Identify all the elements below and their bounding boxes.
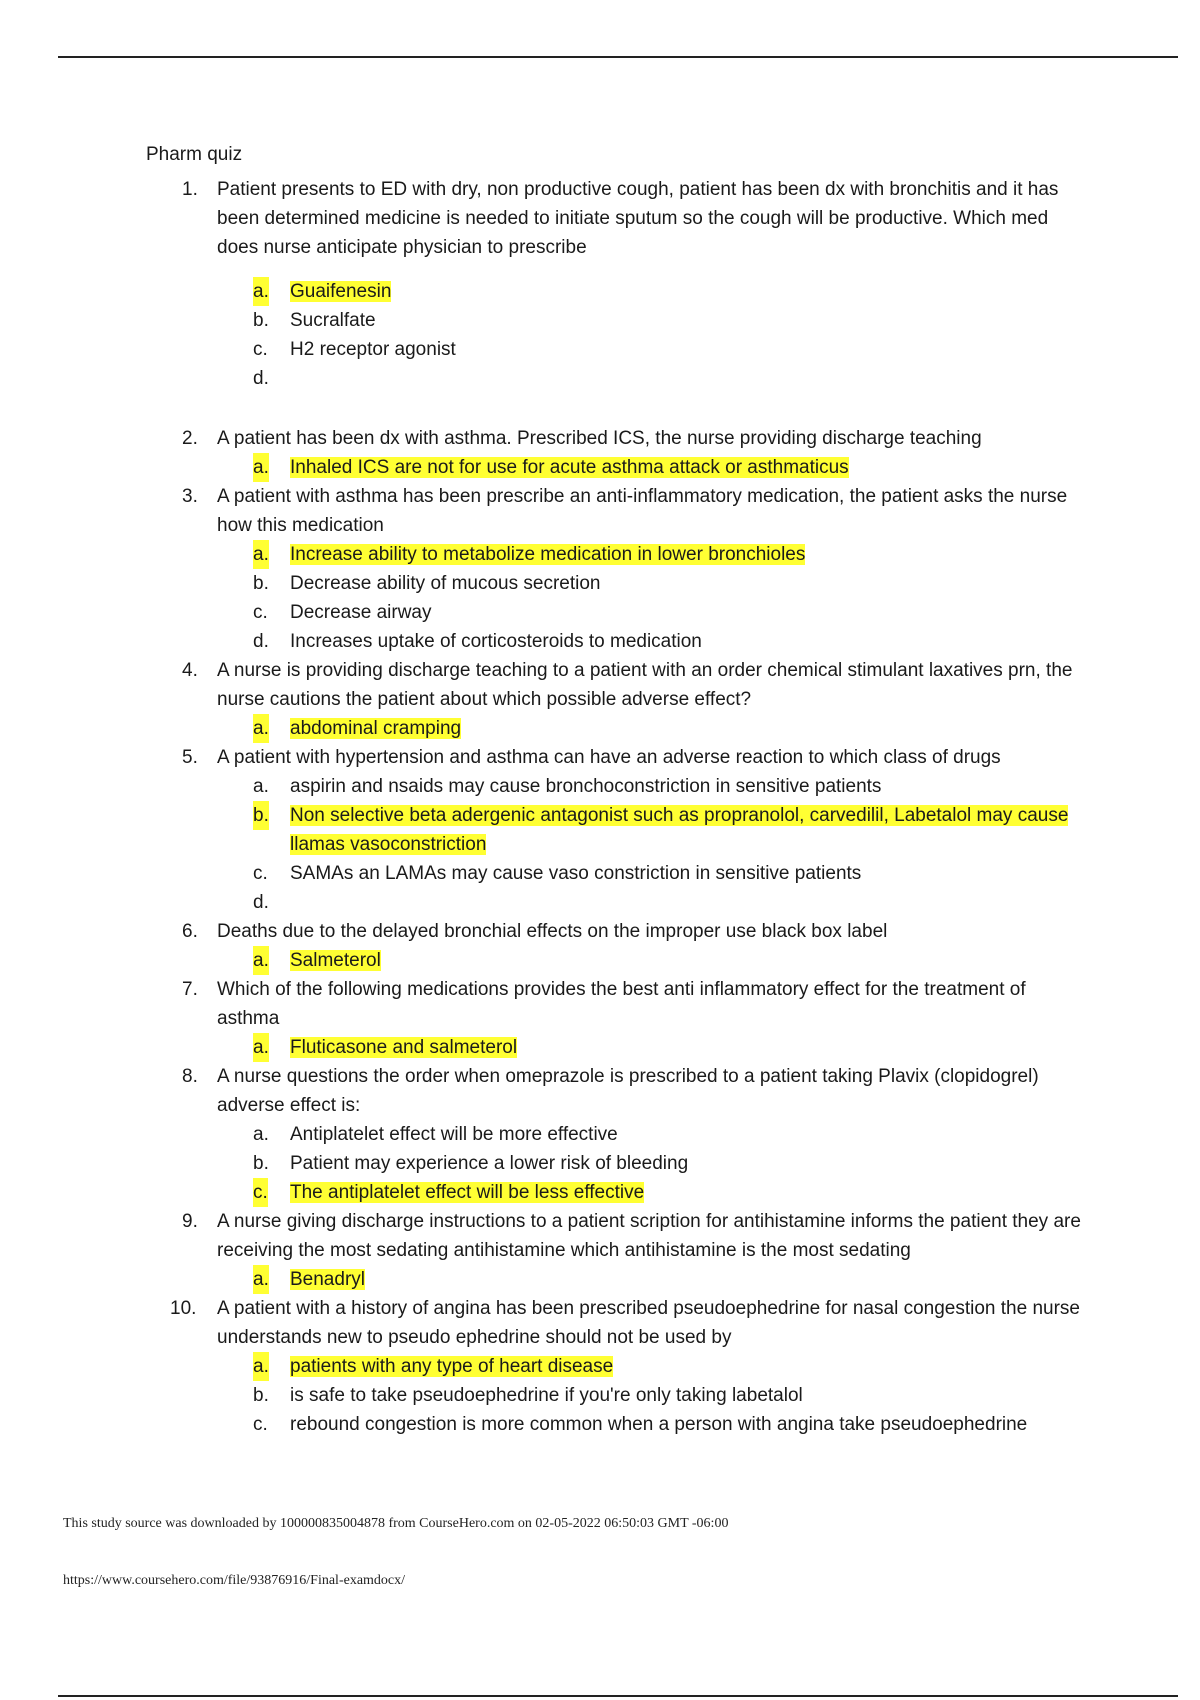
option-8b: b. Patient may experience a lower risk of bleeding xyxy=(253,1153,689,1174)
question-text: A patient with a history of angina has been prescribed pseudoephedrine for nasal congestion the nurse understands new to pseudo ephedrine should not be used by xyxy=(217,1298,1080,1348)
answer-highlight: patients with any type of heart disease xyxy=(290,1356,614,1377)
bottom-rule xyxy=(58,1695,1178,1697)
question-number: 9. xyxy=(182,1211,198,1232)
question-10 xyxy=(170,1294,1082,1352)
footer-source-line: This study source was downloaded by 100000835004878 from CourseHero.com on 02-05-2022 06:50:03 GMT -06:00 xyxy=(63,1516,729,1531)
option-6a: a. Salmeterol xyxy=(253,946,1103,975)
question-text: A patient with hypertension and asthma can have an adverse reaction to which class of drugs xyxy=(217,747,1001,768)
question-text: A nurse questions the order when omeprazole is prescribed to a patient taking Plavix (clopidogrel) adverse effect is: xyxy=(217,1066,1039,1116)
option-10c: c. rebound congestion is more common when a person with angina take pseudoephedrine xyxy=(253,1414,1028,1435)
question-7 xyxy=(182,975,1082,1033)
option-8a: a. Antiplatelet effect will be more effective xyxy=(253,1124,618,1145)
question-4 xyxy=(182,656,1082,714)
question-text: Which of the following medications provides the best anti inflammatory effect for the treatment of asthma xyxy=(217,979,1026,1029)
option-1a: a. Guaifenesin xyxy=(253,277,1103,306)
option-3c: c. Decrease airway xyxy=(253,602,432,623)
question-number: 7. xyxy=(182,979,198,1000)
question-number: 4. xyxy=(182,660,198,681)
question-text: A patient has been dx with asthma. Prescribed ICS, the nurse providing discharge teaching xyxy=(217,428,982,449)
option-3a: a. Increase ability to metabolize medication in lower bronchioles xyxy=(253,540,1103,569)
option-9a: a. Benadryl xyxy=(253,1265,1103,1294)
question-text: A nurse giving discharge instructions to a patient scription for antihistamine informs the patient they are receiving the most sedating antihistamine which antihistamine is the most sedating xyxy=(217,1211,1081,1261)
option-1b: b. Sucralfate xyxy=(253,310,376,331)
question-text: A patient with asthma has been prescribe an anti-inflammatory medication, the patient asks the nurse how this medication xyxy=(217,486,1068,536)
question-8 xyxy=(182,1062,1082,1120)
answer-highlight: abdominal cramping xyxy=(290,718,462,739)
option-10a: a. patients with any type of heart disease xyxy=(253,1352,1103,1381)
question-1 xyxy=(182,175,1082,262)
option-2a: a. Inhaled ICS are not for use for acute asthma attack or asthmaticus xyxy=(253,453,1103,482)
option-8c: c. The antiplatelet effect will be less effective xyxy=(253,1178,1103,1207)
answer-highlight: The antiplatelet effect will be less effective xyxy=(290,1182,645,1203)
question-number: 2. xyxy=(182,428,198,449)
answer-highlight: Increase ability to metabolize medication in lower bronchioles xyxy=(290,544,806,565)
footer-url[interactable]: https://www.coursehero.com/file/93876916/Final-examdocx/ xyxy=(63,1573,406,1588)
option-5b: b. Non selective beta adergenic antagonist such as propranolol, carvedilil, Labetalol may cause llamas vasoconstriction xyxy=(253,801,1103,859)
option-10b: b. is safe to take pseudoephedrine if you're only taking labetalol xyxy=(253,1385,803,1406)
question-text: Deaths due to the delayed bronchial effects on the improper use black box label xyxy=(217,921,888,942)
question-3 xyxy=(182,482,1082,540)
option-5c: c. SAMAs an LAMAs may cause vaso constriction in sensitive patients xyxy=(253,863,862,884)
option-7a: a. Fluticasone and salmeterol xyxy=(253,1033,1103,1062)
question-number: 8. xyxy=(182,1066,198,1087)
question-text: A nurse is providing discharge teaching to a patient with an order chemical stimulant laxatives prn, the nurse cautions the patient about which possible adverse effect? xyxy=(217,660,1073,710)
option-1c: c. H2 receptor agonist xyxy=(253,339,456,360)
answer-highlight: Benadryl xyxy=(290,1269,365,1290)
question-number: 5. xyxy=(182,747,198,768)
page-title: Pharm quiz xyxy=(146,144,243,165)
answer-highlight: Salmeterol xyxy=(290,950,381,971)
answer-highlight: Non selective beta adergenic antagonist such as propranolol, carvedilil, Labetalol may cause llamas vasoconstriction xyxy=(290,805,1069,855)
option-5a: a. aspirin and nsaids may cause bronchoconstriction in sensitive patients xyxy=(253,776,882,797)
option-3b: b. Decrease ability of mucous secretion xyxy=(253,573,601,594)
question-2 xyxy=(182,424,1082,453)
answer-highlight: Fluticasone and salmeterol xyxy=(290,1037,518,1058)
option-4a: a. abdominal cramping xyxy=(253,714,1103,743)
question-9 xyxy=(182,1207,1082,1265)
question-text: Patient presents to ED with dry, non productive cough, patient has been dx with bronchitis and it has been determined medicine is needed to initiate sputum so the cough will be productive. Which med does nurse anticipate physician to prescribe xyxy=(217,179,1059,258)
question-5 xyxy=(182,743,1082,772)
question-number: 6. xyxy=(182,921,198,942)
top-rule xyxy=(58,56,1178,58)
question-number: 10. xyxy=(170,1298,197,1319)
answer-highlight: Inhaled ICS are not for use for acute asthma attack or asthmaticus xyxy=(290,457,849,478)
question-6 xyxy=(182,917,1082,946)
answer-highlight: Guaifenesin xyxy=(290,281,392,302)
question-number: 1. xyxy=(182,179,198,200)
option-3d: d. Increases uptake of corticosteroids to medication xyxy=(253,631,702,652)
question-number: 3. xyxy=(182,486,198,507)
